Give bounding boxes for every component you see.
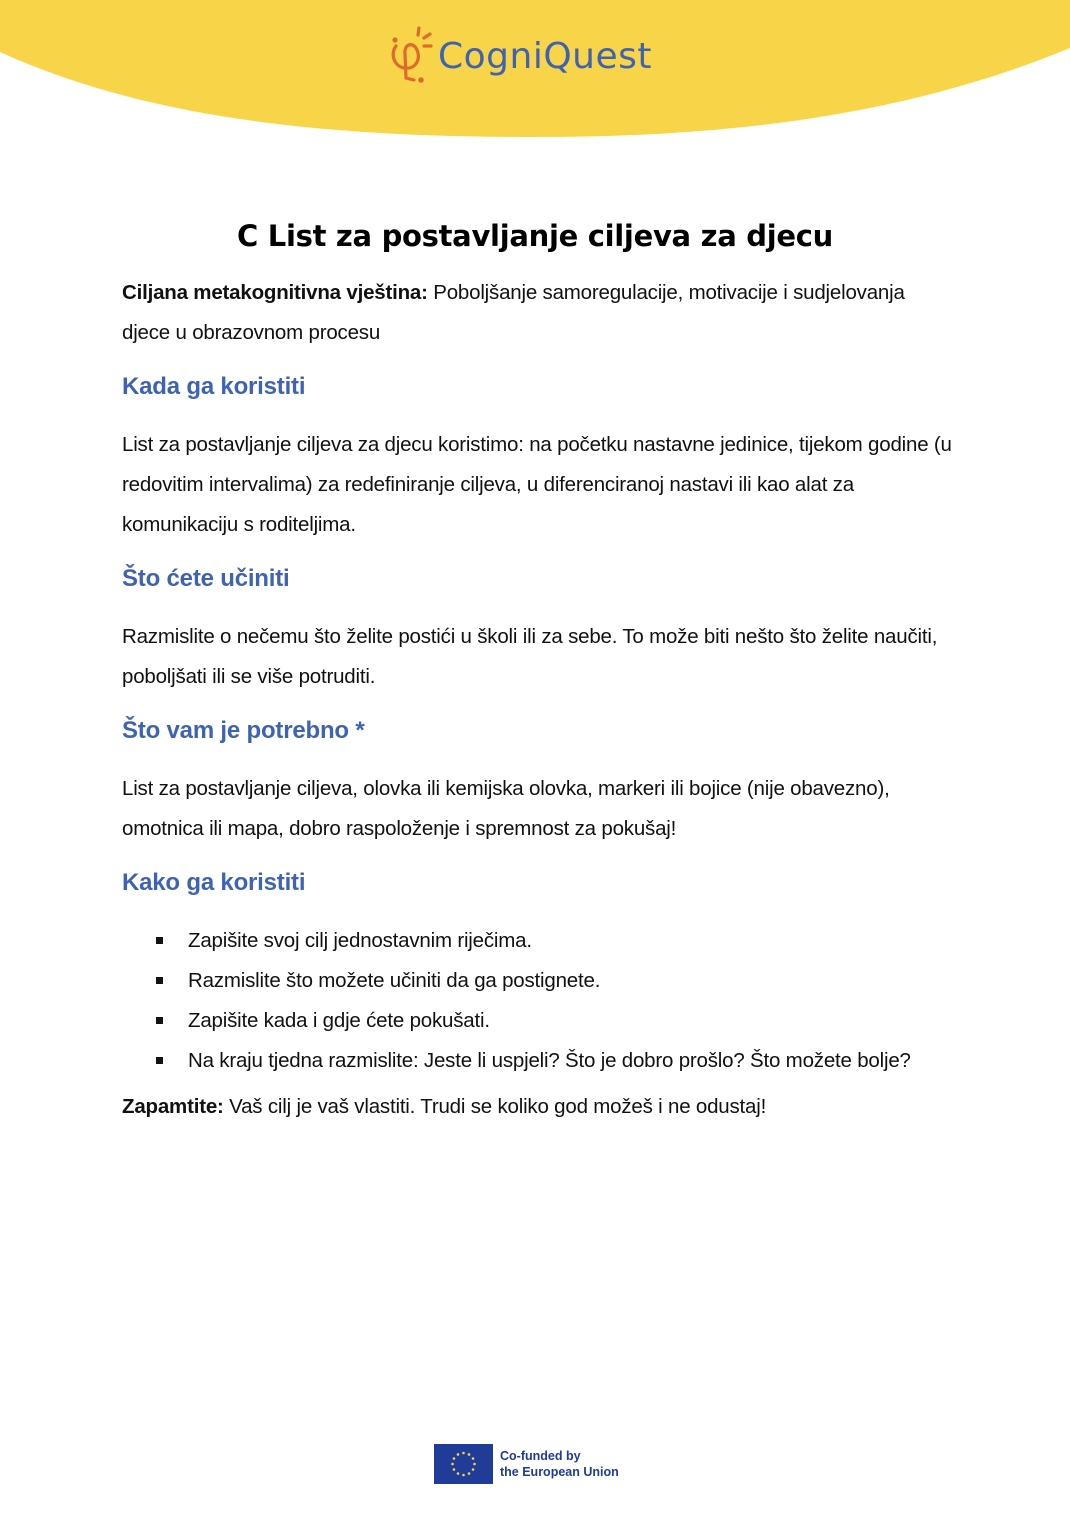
document-body: [122, 273, 952, 1127]
eu-star-icon: [453, 1468, 456, 1471]
square-bullet-icon: [156, 1017, 163, 1024]
section-heading-how-to-use: Kako ga koristiti: [122, 869, 306, 896]
lightbulb-person-icon: [386, 24, 436, 86]
list-item-text: Na kraju tjedna razmislite: Jeste li uspjeli? Što je dobro prošlo? Što možete bolje?: [188, 1049, 911, 1072]
list-item: [156, 1041, 952, 1081]
list-item: [156, 1001, 952, 1041]
eu-flag-icon: [434, 1444, 493, 1484]
eu-star-icon: [462, 1452, 465, 1455]
reminder-label: Zapamtite:: [122, 1095, 224, 1118]
steps-list: [122, 921, 952, 1081]
eu-star-icon: [473, 1463, 476, 1466]
eu-funding-badge: [434, 1444, 619, 1484]
eu-star-icon: [472, 1457, 475, 1460]
list-item: [156, 921, 952, 961]
target-skill: [122, 273, 952, 353]
logo-text: CogniQuest: [438, 35, 653, 77]
eu-star-icon: [472, 1468, 475, 1471]
eu-star-icon: [462, 1474, 465, 1477]
eu-star-icon: [468, 1472, 471, 1475]
page-title: C List za postavljanje ciljeva za djecu: [237, 219, 833, 254]
section-text-materials: List za postavljanje ciljeva, olovka ili kemijska olovka, markeri ili bojice (nije obavezno), omotnica ili mapa, dobro raspoloženje i spremnost za pokušaj!: [122, 777, 890, 840]
cogniquest-logo: [386, 22, 652, 88]
section-heading-when: Kada ga koristiti: [122, 373, 306, 400]
reminder-text: Vaš cilj je vaš vlastiti. Trudi se koliko god možeš i ne odustaj!: [223, 1095, 767, 1118]
list-item-text: Zapišite svoj cilj jednostavnim riječima.: [188, 929, 532, 952]
square-bullet-icon: [156, 977, 163, 984]
eu-star-icon: [451, 1463, 454, 1466]
section-heading-what-to-do: Što ćete učiniti: [122, 565, 290, 592]
eu-star-icon: [468, 1453, 471, 1456]
square-bullet-icon: [156, 937, 163, 944]
eu-star-icon: [457, 1472, 460, 1475]
eu-funding-text: [500, 1448, 619, 1480]
target-skill-label: Ciljana metakognitivna vještina:: [122, 281, 428, 304]
eu-funding-line2: the European Union: [500, 1465, 619, 1479]
eu-funding-line1: Co-funded by: [500, 1449, 581, 1463]
square-bullet-icon: [156, 1057, 163, 1064]
list-item: [156, 961, 952, 1001]
target-skill-text: Poboljšanje samoregulacije, motivacije i sudjelovanja djece u obrazovnom procesu: [122, 281, 905, 344]
eu-star-icon: [457, 1453, 460, 1456]
list-item-text: Zapišite kada i gdje ćete pokušati.: [188, 1009, 490, 1032]
section-text-what-to-do: Razmislite o nečemu što želite postići u školi ili za sebe. To može biti nešto što želite naučiti, poboljšati ili se više potruditi.: [122, 625, 938, 688]
list-item-text: Razmislite što možete učiniti da ga postignete.: [188, 969, 601, 992]
section-heading-materials: Što vam je potrebno *: [122, 717, 365, 744]
section-text-when: List za postavljanje ciljeva za djecu koristimo: na početku nastavne jedinice, tijekom godine (u redovitim intervalima) za redefiniranje ciljeva, u diferenciranoj nastavi ili kao alat za komunikaciju s roditeljima.: [122, 433, 952, 536]
reminder: [122, 1087, 952, 1127]
eu-star-icon: [453, 1457, 456, 1460]
